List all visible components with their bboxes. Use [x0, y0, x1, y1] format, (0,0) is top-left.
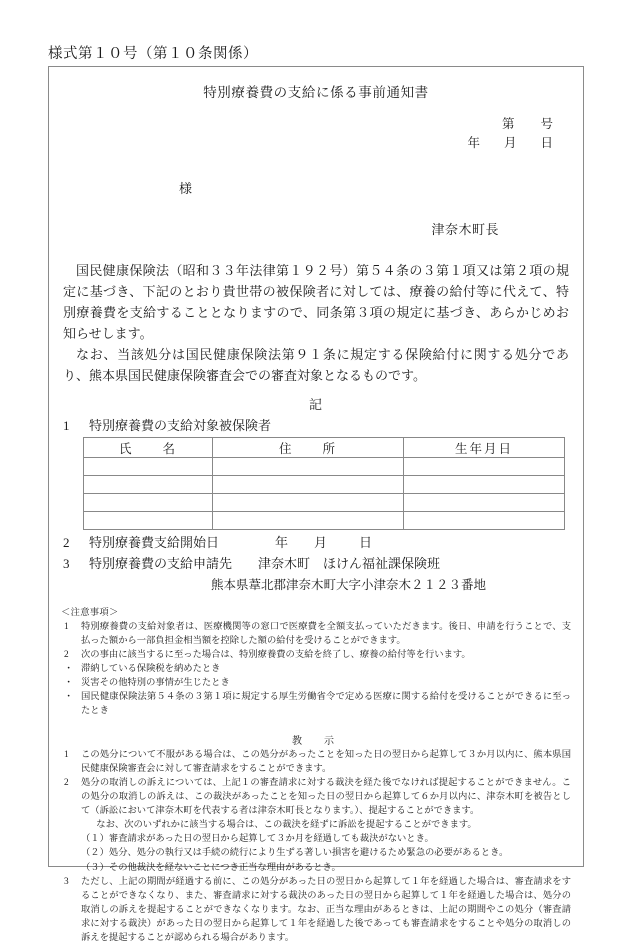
instructions-section: [61, 748, 571, 945]
table-cell-dob[interactable]: [404, 512, 565, 530]
notes-section: [61, 607, 571, 719]
instruction-entry: [61, 748, 571, 776]
table-header-address: 住 所: [213, 438, 404, 458]
note-entry: [61, 649, 571, 663]
instruction-text: この処分について不服がある場合は、この処分があったことを知った日の翌日から起算して３か月以内に、熊本県国民健康保険審査会に対して審査請求をすることができます。: [81, 749, 571, 774]
table-cell-address[interactable]: [213, 512, 404, 530]
office-address: 熊本県葦北郡津奈木町大字小津奈木２１２３番地: [211, 578, 487, 593]
table-cell-name[interactable]: [84, 494, 213, 512]
instruction-entry: [61, 875, 571, 945]
table-cell-address[interactable]: [213, 494, 404, 512]
item-3-value: 津奈木町 ほけん福祉課保険班: [258, 556, 441, 572]
note-text: 災害その他特別の事情が生じたとき: [81, 677, 230, 688]
insured-persons-table: [83, 437, 565, 530]
note-entry: [61, 621, 571, 649]
body-paragraph-1: 国民健康保険法（昭和３３年法律第１９２号）第５４条の３第１項又は第２項の規定に基づき、下記のとおり貴世帯の被保険者に対しては、療養の給付等に代えて、特別療養費を支給することとなりますので、同条第３項の規定に基づき、あらかじめお知らせします。: [63, 262, 569, 341]
kichou-marker: 記: [308, 397, 323, 413]
item-2-number: 2: [63, 535, 70, 551]
item-3-line: [61, 553, 571, 572]
instruction-paren-item-1: （１）審査請求があった日の翌日から起算して３か月を経過しても裁決がないとき。: [81, 834, 434, 845]
note-text: 滞納している保険税を納めたとき: [81, 663, 221, 674]
table-cell-address[interactable]: [213, 458, 404, 476]
note-marker: ・: [64, 691, 74, 702]
item-3-label: 特別療養費の支給申請先: [89, 556, 233, 572]
item-2-day: 日: [359, 535, 373, 551]
note-entry: [61, 691, 571, 719]
addressee-honorific: 様: [179, 180, 193, 196]
sender-name: 津奈木町長: [431, 221, 499, 237]
note-marker: ・: [64, 663, 74, 674]
table-cell-dob[interactable]: [404, 458, 565, 476]
date-label-month: 月: [503, 136, 517, 151]
note-marker: 1: [64, 621, 69, 632]
table-cell-dob[interactable]: [404, 476, 565, 494]
document-date-line: [61, 134, 553, 153]
instructions-title: 教 示: [292, 735, 340, 747]
document-number-line: [61, 115, 553, 134]
item-3-number: 3: [63, 556, 70, 572]
number-label-gou: 号: [540, 117, 553, 131]
item-1-label: 特別療養費の支給対象被保険者: [89, 418, 272, 434]
instruction-paren-item-2: （２）処分、処分の執行又は手続の続行により生ずる著しい損害を避けるため緊急の必要があるとき。: [81, 848, 509, 859]
form-number-label: 様式第１０号（第１０条関係）: [48, 46, 258, 62]
note-text: 国民健康保険法第５４条の３第１項に規定する厚生労働省令で定める医療に関する給付を受けることができるに至ったとき: [81, 691, 571, 716]
table-row[interactable]: [84, 476, 565, 494]
note-marker: 2: [64, 649, 69, 660]
body-paragraph-2: なお、当該処分は国民健康保険法第９１条に規定する保険給付に関する処分であり、熊本県国民健康保険審査会での審査対象となるものです。: [63, 346, 569, 383]
table-row[interactable]: [84, 512, 565, 530]
document-meta-block: [61, 115, 571, 154]
instruction-marker: 1: [64, 749, 69, 760]
notes-title: ＜注意事項＞: [61, 608, 119, 619]
instruction-marker: 3: [64, 876, 69, 887]
table-row[interactable]: [84, 494, 565, 512]
number-label-dai: 第: [501, 117, 515, 131]
instruction-paren-item-3: （３）その他裁決を経ないことにつき正当な理由があるとき。: [81, 862, 341, 873]
instruction-entry: [61, 776, 571, 818]
instruction-marker: 2: [64, 777, 69, 788]
note-text: 次の事由に該当するに至った場合は、特別療養費の支給を終了し、療養の給付等を行います。: [81, 649, 471, 660]
item-2-year: 年: [275, 535, 289, 551]
table-header-row: [84, 438, 565, 458]
note-entry: [61, 663, 571, 677]
table-cell-name[interactable]: [84, 458, 213, 476]
item-2-label: 特別療養費支給開始日: [89, 535, 220, 551]
table-cell-name[interactable]: [84, 512, 213, 530]
instruction-text: 処分の取消しの訴えについては、上記１の審査請求に対する裁決を経た後でなければ提起することができません。この処分の取消しの訴えは、この裁決があったことを知った日の翌日から起算して６か月以内に、津奈木町を被告として（訴訟において津奈木町を代表する者は津奈木町長となります。）、提起することができます。: [81, 777, 571, 817]
note-text: 特別療養費の支給対象者は、医療機関等の窓口で医療費を全額支払っていただきます。後日、申請を行うことで、支払った額から一部負担金相当額を控除した額の給付を受けることができます。: [81, 621, 571, 646]
document-frame: [48, 66, 584, 944]
table-header-dob: 生年月日: [404, 438, 565, 458]
date-label-year: 年: [467, 136, 480, 151]
date-label-day: 日: [540, 136, 553, 151]
item-1-line: [61, 415, 571, 434]
table-cell-dob[interactable]: [404, 494, 565, 512]
instruction-nao-line: なお、次のいずれかに該当する場合は、この裁決を経ずに訴訟を提起することができます。: [96, 820, 477, 831]
document-title: 特別療養費の支給に係る事前通知書: [203, 85, 429, 100]
item-1-number: 1: [63, 418, 70, 434]
item-2-month: 月: [314, 535, 328, 551]
table-cell-address[interactable]: [213, 476, 404, 494]
note-entry: [61, 677, 571, 691]
instruction-text: ただし、上記の期間が経過する前に、この処分があった日の翌日から起算して１年を経過した場合は、審査請求をすることができなくなり、また、審査請求に対する裁決のあった日の翌日から起算して１年を経過した場合は、処分の取消しの訴えを提起することができなくなります。なお、正当な理由があるときは、上記の期間やこの処分（審査請求に対する裁決）があった日の翌日から起算して１年を経過した後であっても審査請求をすることや処分の取消しの訴えを提起することが認められる場合があります。: [81, 876, 571, 944]
table-row[interactable]: [84, 458, 565, 476]
item-2-line: [61, 532, 571, 551]
table-header-name: 氏 名: [84, 438, 213, 458]
note-marker: ・: [64, 677, 74, 688]
table-cell-name[interactable]: [84, 476, 213, 494]
